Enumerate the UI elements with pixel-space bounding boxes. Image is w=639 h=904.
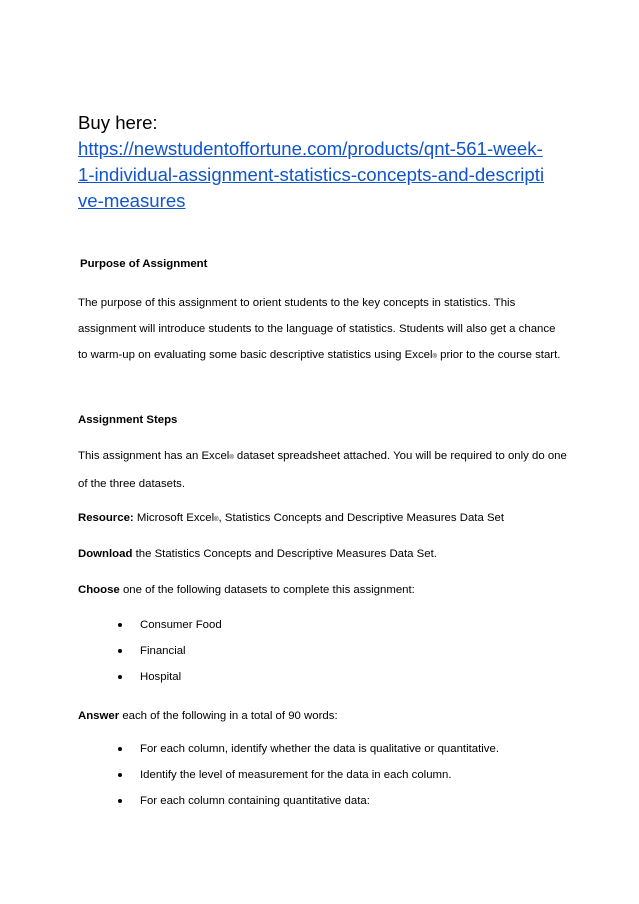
bullet-icon	[118, 799, 122, 803]
steps-paragraph	[78, 443, 568, 497]
list-item	[118, 736, 568, 762]
list-item	[118, 638, 568, 664]
purpose-body-tail: prior to the course start.	[436, 349, 561, 361]
list-item-text: Financial	[140, 645, 186, 657]
resource-line	[78, 505, 568, 533]
answer-line	[78, 703, 568, 729]
list-item-text: For each column containing quantitative data:	[140, 795, 370, 807]
product-link-line-3[interactable]: ve-measures	[78, 190, 186, 211]
answer-list	[118, 736, 568, 814]
answer-text: each of the following in a total of 90 words:	[119, 710, 338, 722]
choose-line	[78, 577, 568, 603]
list-item	[118, 664, 568, 690]
list-item	[118, 612, 568, 638]
list-item-text: Consumer Food	[140, 619, 222, 631]
answer-label: Answer	[78, 710, 120, 722]
purpose-body: The purpose of this assignment to orient students to the key concepts in statistics. This assignment will introduce students to the language of statistics. Students will also get a chance to warm-up on evaluating some basic descriptive statistics using Excel	[78, 297, 556, 361]
resource-text-a: Microsoft Excel	[133, 512, 215, 524]
bullet-icon	[118, 747, 122, 751]
steps-body-a: This assignment has an Excel	[78, 450, 230, 462]
steps-body-b: dataset spreadsheet attached. You will be required to only do one of the three datasets.	[78, 450, 567, 490]
registered-mark: ®	[432, 354, 437, 360]
list-item	[118, 788, 568, 814]
choose-text: one of the following datasets to complete this assignment:	[119, 584, 415, 596]
list-item-text: Identify the level of measurement for the data in each column.	[140, 769, 452, 781]
bullet-icon	[118, 649, 122, 653]
bullet-icon	[118, 675, 122, 679]
steps-heading: Assignment Steps	[78, 414, 178, 426]
product-link-line-1[interactable]: https://newstudentoffortune.com/products/qnt-561-week-	[78, 138, 543, 159]
list-item	[118, 762, 568, 788]
resource-label: Resource:	[78, 512, 134, 524]
buy-here-label: Buy here:	[78, 112, 158, 133]
choose-label: Choose	[78, 584, 120, 596]
buy-here-block	[78, 110, 568, 214]
list-item-text: For each column, identify whether the data is qualitative or quantitative.	[140, 743, 500, 755]
purpose-heading: Purpose of Assignment	[80, 258, 208, 270]
registered-mark: ®	[214, 517, 219, 523]
bullet-icon	[118, 623, 122, 627]
download-label: Download	[78, 548, 133, 560]
purpose-paragraph	[78, 290, 568, 370]
product-link[interactable]	[78, 136, 568, 214]
dataset-list	[118, 612, 568, 690]
product-link-line-2[interactable]: 1-individual-assignment-statistics-concepts-and-descripti	[78, 164, 545, 185]
download-text: the Statistics Concepts and Descriptive Measures Data Set.	[132, 548, 437, 560]
list-item-text: Hospital	[140, 671, 182, 683]
download-line	[78, 541, 568, 567]
bullet-icon	[118, 773, 122, 777]
registered-mark: ®	[229, 455, 234, 461]
resource-text-b: , Statistics Concepts and Descriptive Measures Data Set	[218, 512, 505, 524]
